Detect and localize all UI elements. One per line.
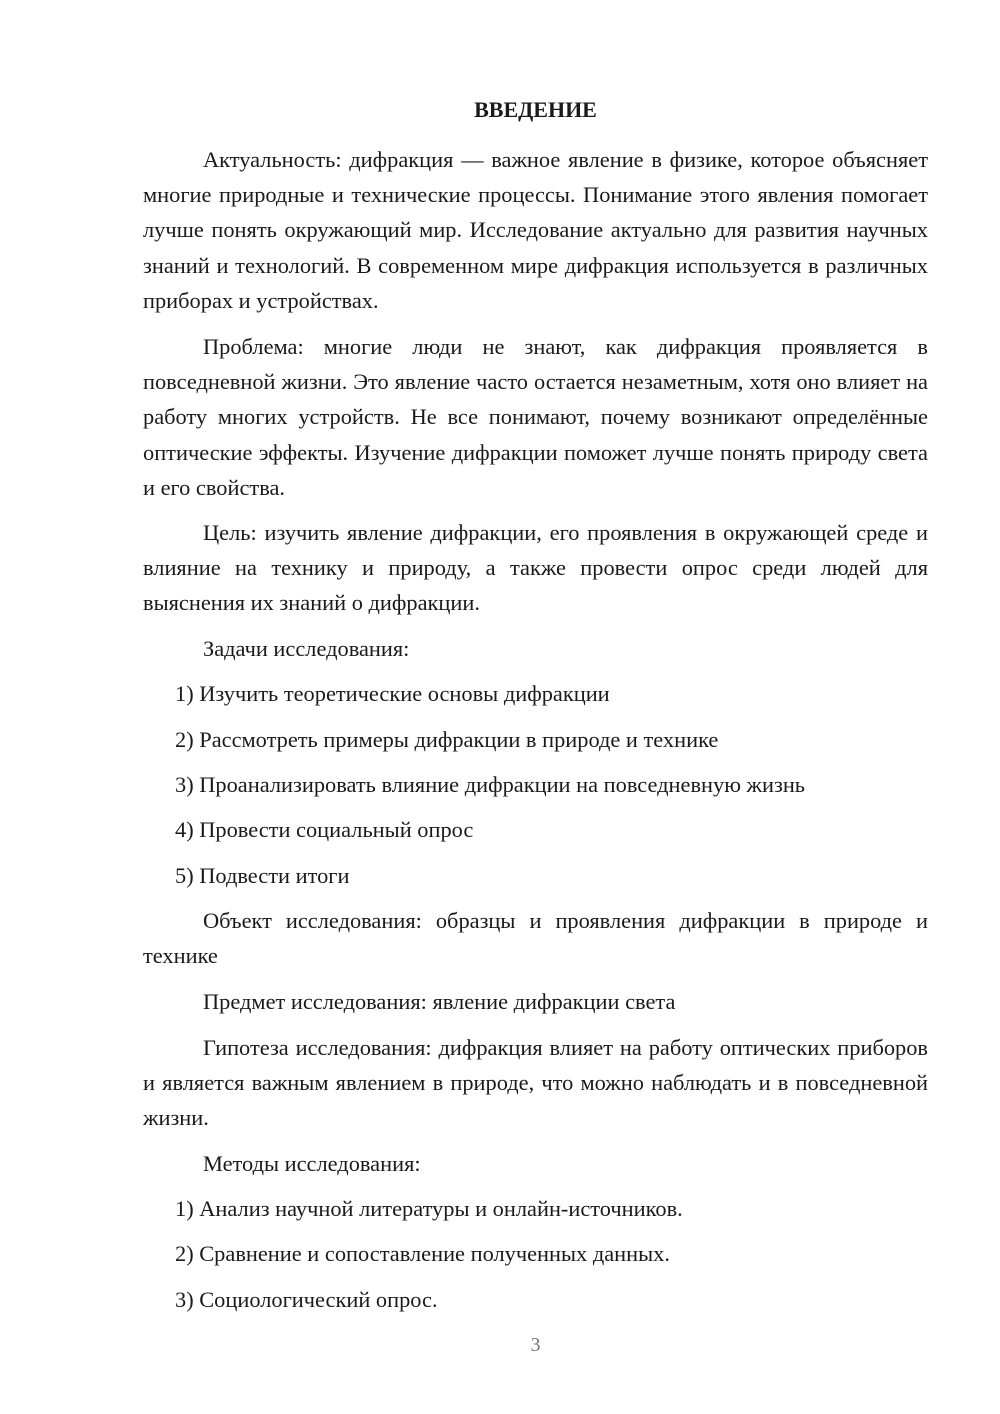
page-number: 3 (530, 1334, 541, 1356)
page-title: ВВЕДЕНИЕ (474, 97, 597, 122)
paragraph-object: Объект исследования: образцы и проявления дифракции в природе и технике (143, 908, 928, 969)
task-item: 3) Проанализировать влияние дифракции на повседневную жизнь (175, 772, 806, 797)
task-item: 2) Рассмотреть примеры дифракции в природе и технике (175, 727, 719, 752)
methods-label: Методы исследования: (203, 1151, 421, 1176)
tasks-label: Задачи исследования: (203, 636, 410, 661)
paragraph-subject: Предмет исследования: явление дифракции света (203, 989, 676, 1014)
paragraph-hypothesis: Гипотеза исследования: дифракция влияет на работу оптических приборов и является важным явлением в природе, что можно наблюдать и в повседневной жизни. (143, 1035, 928, 1131)
method-item: 2) Сравнение и сопоставление полученных данных. (175, 1241, 670, 1266)
task-item: 4) Провести социальный опрос (175, 817, 474, 842)
method-item: 3) Социологический опрос. (175, 1287, 438, 1312)
document-page (143, 0, 928, 1414)
paragraph-problem: Проблема: многие люди не знают, как дифракция проявляется в повседневной жизни. Это явление часто остается незаметным, хотя оно влияет на работу многих устройств. Не все понимают, почему возникают определённые оптические эффекты. Изучение дифракции поможет лучше понять природу света и его свойства. (143, 334, 928, 500)
task-item: 1) Изучить теоретические основы дифракции (175, 681, 610, 706)
task-item: 5) Подвести итоги (175, 863, 350, 888)
paragraph-goal: Цель: изучить явление дифракции, его проявления в окружающей среде и влияние на технику и природу, а также провести опрос среди людей для выяснения их знаний о дифракции. (143, 520, 928, 616)
method-item: 1) Анализ научной литературы и онлайн-источников. (175, 1196, 683, 1221)
paragraph-relevance: Актуальность: дифракция — важное явление в физике, которое объясняет многие природные и технические процессы. Понимание этого явления помогает лучше понять окружающий мир. Исследование актуально для развития научных знаний и технологий. В современном мире дифракция используется в различных приборах и устройствах. (143, 147, 928, 313)
